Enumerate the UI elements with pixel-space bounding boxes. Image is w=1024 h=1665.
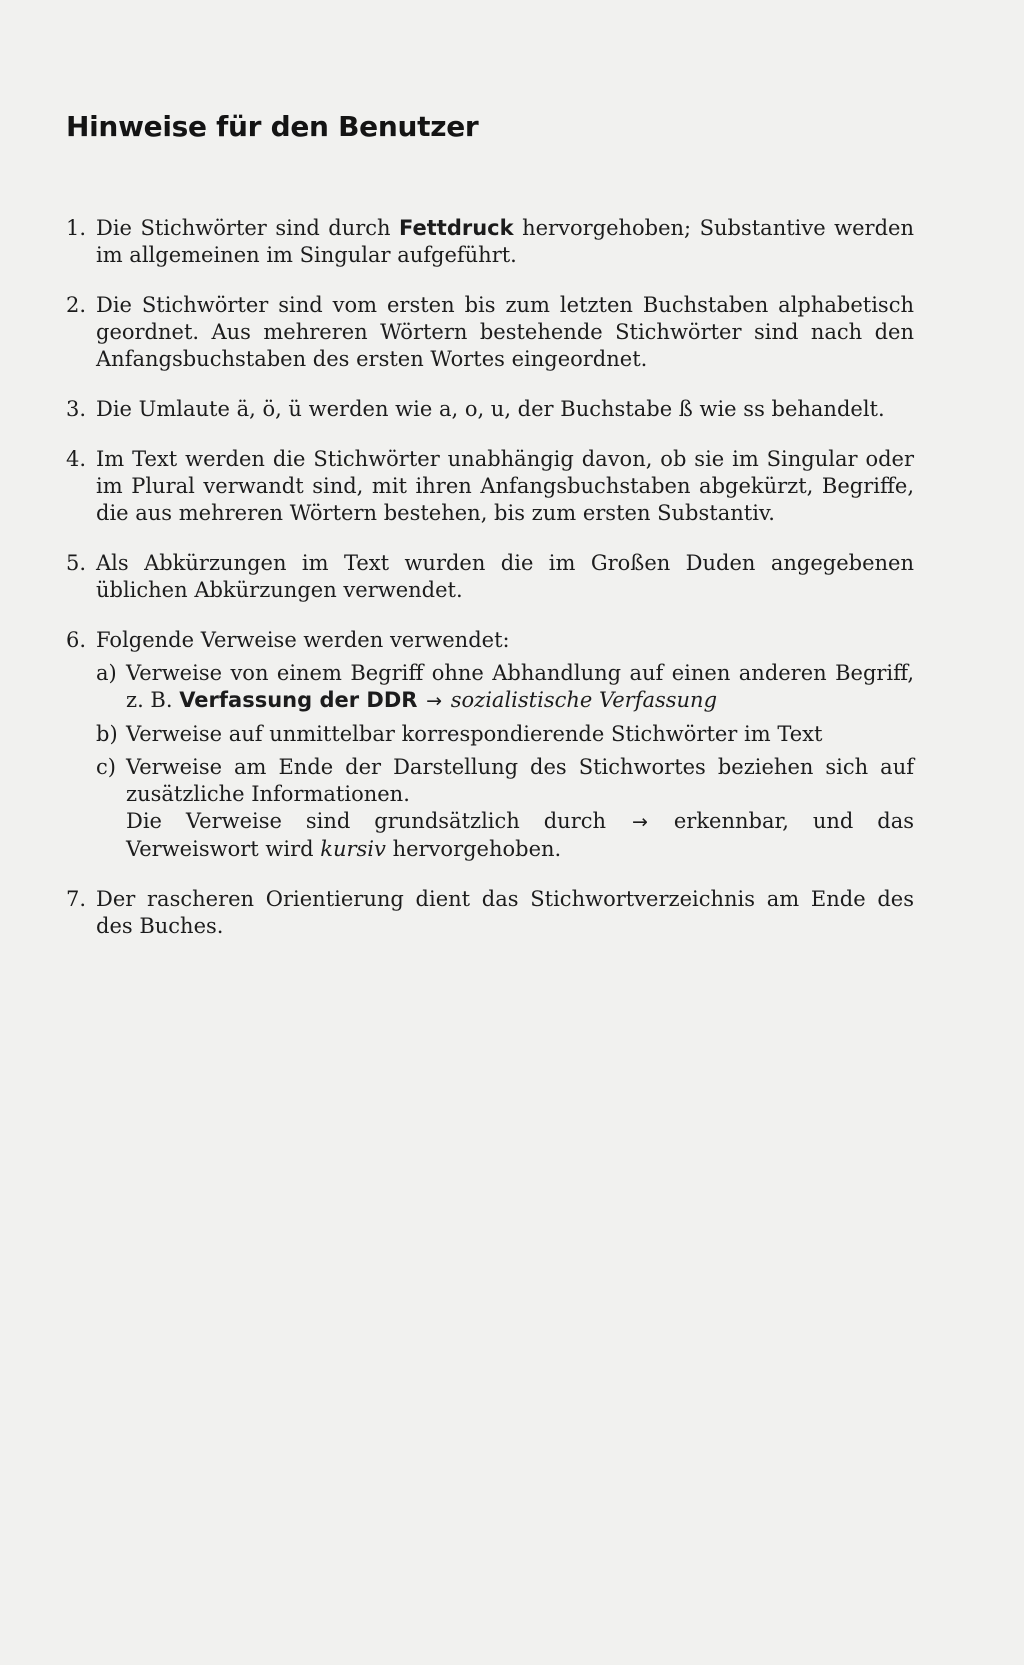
item-number: 6. bbox=[66, 628, 87, 652]
sub-item-text: Verweise auf unmittelbar korrespondierende Stichwörter im Text bbox=[126, 722, 823, 746]
item-text: Die Stichwörter sind vom ersten bis zum letzten Buchstaben alphabetisch geordnet. Aus mehreren Wörtern bestehende Stichwörter sind nach den Anfangsbuchstaben des ersten Wortes eingeordnet. bbox=[96, 293, 914, 371]
item-text: Die Umlaute ä, ö, ü werden wie a, o, u, der Buchstabe ß wie ss behandelt. bbox=[96, 397, 885, 421]
item-number: 5. bbox=[66, 551, 87, 575]
sub-item-letter: b) bbox=[96, 722, 118, 746]
note-text: Die Verweise sind grundsätzlich durch bbox=[126, 809, 630, 833]
item-number: 1. bbox=[66, 216, 87, 240]
item-text: hervorgehoben; Substantive werden im allgemeinen im Singular aufgeführt. bbox=[96, 216, 914, 267]
sub-item-c bbox=[96, 754, 914, 863]
note-text: erkennbar, und das Verweiswort wird bbox=[126, 809, 915, 861]
sub-item-letter: c) bbox=[96, 755, 116, 779]
page-title: Hinweise für den Benutzer bbox=[66, 110, 479, 143]
item-text: Als Abkürzungen im Text wurden die im Großen Duden angegebenen üblichen Abkürzungen verwendet. bbox=[96, 551, 914, 602]
list-item-3 bbox=[66, 396, 914, 423]
item-text: Im Text werden die Stichwörter unabhängig davon, ob sie im Singular oder im Plural verwandt sind, mit ihren Anfangsbuchstaben abgekürzt, Begriffe, die aus mehreren Wörtern bestehen, bis zum ersten Substantiv. bbox=[96, 447, 914, 525]
bold-term: Fettdruck bbox=[399, 216, 514, 240]
list-item-6 bbox=[66, 627, 914, 863]
sub-item-a bbox=[96, 660, 914, 715]
note-text: hervorgehoben. bbox=[385, 837, 562, 861]
sub-item-text: Verweise von einem Begriff ohne Abhandlung auf einen anderen Begriff, z. B. bbox=[126, 661, 914, 712]
sub-item-letter: a) bbox=[96, 661, 117, 685]
item-number: 3. bbox=[66, 397, 87, 421]
list-item-1 bbox=[66, 215, 914, 269]
list-item-5 bbox=[66, 550, 914, 604]
item-number: 2. bbox=[66, 293, 87, 317]
arrow-right-icon: → bbox=[631, 811, 648, 833]
item-text: Die Stichwörter sind durch bbox=[96, 216, 400, 240]
item-text: Der rascheren Orientierung dient das Stichwortverzeichnis am Ende des des Buches. bbox=[96, 887, 914, 938]
bold-term: Verfassung der DDR bbox=[179, 688, 418, 712]
italic-reference: sozialistische Verfassung bbox=[450, 688, 718, 712]
sub-item-b bbox=[96, 721, 914, 748]
list-item-4 bbox=[66, 446, 914, 527]
sub-item-text: Verweise am Ende der Darstellung des Stichwortes beziehen sich auf zusätzliche Informationen. bbox=[126, 755, 914, 806]
arrow-right-icon: → bbox=[426, 690, 443, 712]
italic-word: kursiv bbox=[320, 837, 386, 861]
item-number: 7. bbox=[66, 887, 87, 911]
item-number: 4. bbox=[66, 447, 87, 471]
sub-item-note bbox=[126, 808, 914, 863]
list-item-2 bbox=[66, 292, 914, 373]
instruction-list bbox=[66, 215, 914, 963]
item-text: Folgende Verweise werden verwendet: bbox=[96, 628, 510, 652]
list-item-7 bbox=[66, 886, 914, 940]
